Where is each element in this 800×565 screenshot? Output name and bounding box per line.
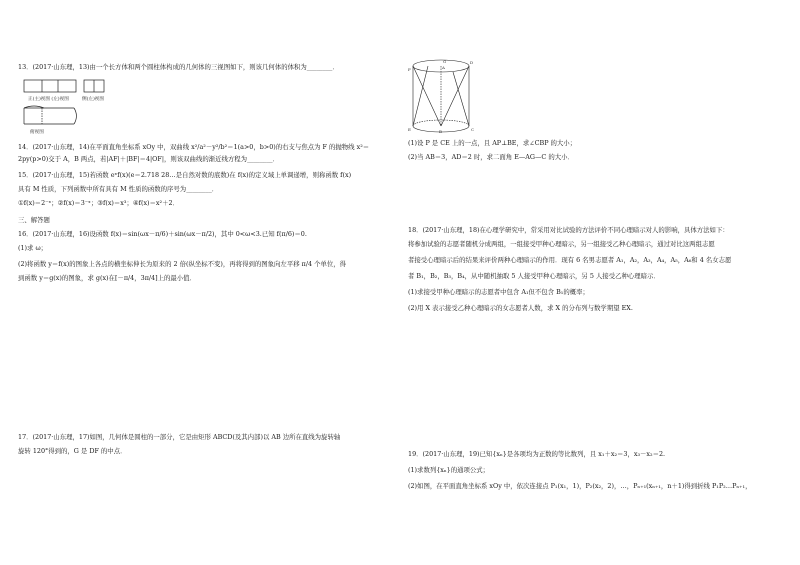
question-16-line-1: 16．(2017·山东理，16)设函数 f(x)＝sin(ωx－π/6)＋sin(ωx－π/2)，其中 0<ω<3.已知 f(π/6)＝0. (18, 230, 307, 238)
question-15-line-1: 15．(2017·山东理，15)若函数 eˣf(x)(e＝2.718 28…是自然对数的底数)在 f(x)的定义域上单调递增，则称函数 f(x) (18, 171, 352, 179)
svg-text:E: E (408, 127, 411, 132)
question-14-line-2: 2py(p>0)交于 A，B 两点，若|AF|＋|BF|＝4|OF|，则该双曲线的渐近线方程为________． (18, 155, 280, 163)
section-heading: 三、解答题 (18, 216, 50, 224)
top-view (24, 106, 76, 124)
front-view (24, 80, 76, 92)
question-19-line-3: (2)如图，在平面直角坐标系 xOy 中，依次连接点 P₁(x₁，1)，P₂(x₂，2)，…，Pₙ₊₁(xₙ₊₁，n＋1)得到折线 P₁P₂…Pₙ₊₁， (408, 482, 752, 490)
question-19-line-1: 19．(2017·山东理，19)已知{xₙ}是各项均为正数的等比数列，且 x₁＋x₂＝3，x₃－x₂＝2. (408, 450, 666, 458)
question-15-line-3: ①f(x)＝2⁻ˣ；②f(x)＝3⁻ˣ；③f(x)＝x³；④f(x)＝x²＋2． (18, 199, 179, 207)
svg-text:C: C (471, 127, 475, 132)
question-16-line-3: (2)将函数 y＝f(x)的图象上各点的横坐标伸长为原来的 2 倍(纵坐标不变)，再将得到的图象向左平移 π/4 个单位，得 (18, 260, 347, 268)
question-15-line-2: 具有 M 性质，下列函数中所有具有 M 性质的函数的序号为________． (18, 185, 219, 193)
question-18-line-1: 18．(2017·山东理，18)在心理学研究中，常采用对比试验的方法评价不同心理暗示对人的影响，具体方法如下： (408, 226, 729, 234)
question-17-part-2: (2)当 AB＝3，AD＝2 时，求二面角 E—AG—C 的大小． (408, 153, 574, 161)
svg-text:D: D (470, 60, 474, 65)
three-view-figure (22, 76, 202, 138)
question-19-line-2: (1)求数列{xₙ}的通项公式； (408, 466, 490, 474)
top-view-label: 俯视图 (30, 130, 44, 135)
question-17-line-1: 17．(2017·山东理，17)如图，几何体是圆柱的一部分，它是由矩形 ABCD(及其内部)以 AB 边所在直线为旋转轴 (18, 433, 341, 441)
question-18-line-3: 者接受心理暗示后的结果来评价两种心理暗示的作用．现有 6 名男志愿者 A₁，A₂，A₃，A₄，A₅，A₆和 4 名女志愿 (408, 256, 732, 264)
svg-text:G: G (443, 59, 447, 64)
svg-text:B: B (439, 129, 442, 134)
question-18-line-6: (2)用 X 表示接受乙种心理暗示的女志愿者人数，求 X 的分布列与数学期望 EX. (408, 304, 633, 312)
side-view-label: 侧(左)视图 (82, 97, 104, 102)
front-view-label: 正(主)视图 (左)视图 (28, 97, 69, 102)
question-16-line-2: (1)求 ω； (18, 244, 48, 252)
question-18-line-2: 将参加试验的志愿者随机分成两组，一组接受甲种心理暗示，另一组接受乙种心理暗示，通过对比这两组志愿 (408, 240, 715, 248)
question-17-line-2: 旋转 120°得到的，G 是 DF 的中点． (18, 447, 127, 455)
question-13: 13．(2017·山东理，13)由一个长方体和两个圆柱体构成的几何体的三视图如下，则该几何体的体积为________． (18, 63, 339, 71)
question-14-line-1: 14．(2017·山东理，14)在平面直角坐标系 xOy 中，双曲线 x²/a²－y²/b²＝1(a>0，b>0)的右支与焦点为 F 的抛物线 x²＝ (18, 143, 370, 151)
svg-text:A: A (442, 65, 445, 70)
question-17-part-1: (1)设 P 是 CE 上的一点，且 AP⊥BE，求∠CBP 的大小； (408, 139, 577, 147)
svg-text:F: F (408, 67, 411, 72)
question-18-line-5: (1)求接受甲种心理暗示的志愿者中包含 A₁但不包含 B₁的概率； (408, 288, 589, 296)
cylinder-part-figure (408, 56, 478, 134)
side-view (84, 80, 104, 92)
question-16-line-4: 到函数 y＝g(x)的图象，求 g(x)在[－π/4，3π/4]上的最小值． (18, 274, 196, 282)
question-18-line-4: 者 B₁，B₂，B₃，B₄，从中随机抽取 5 人接受甲种心理暗示，另 5 人接受乙种心理暗示． (408, 272, 660, 280)
